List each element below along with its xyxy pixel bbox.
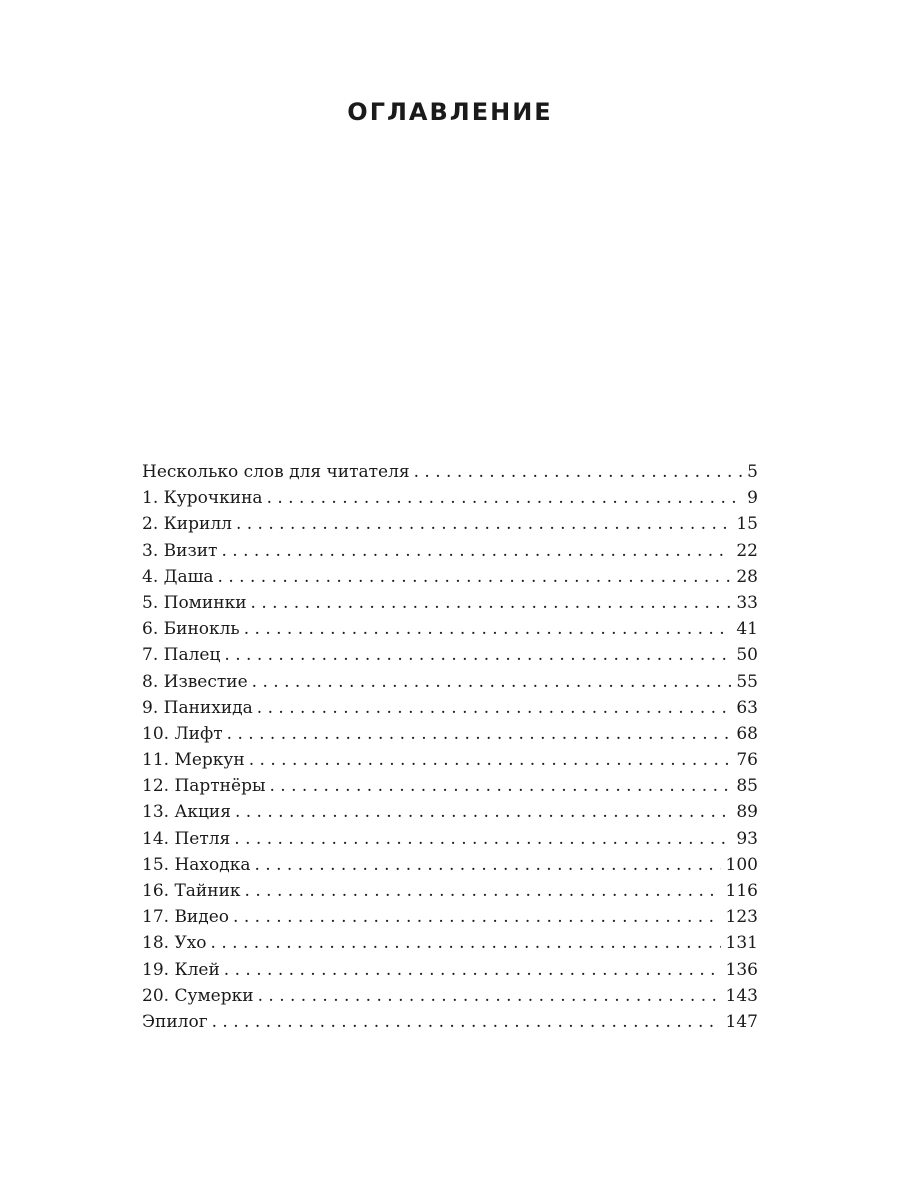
toc-entry-title: 14. Петля: [142, 828, 231, 849]
toc-entry-page-number: 76: [736, 750, 758, 771]
toc-entry: [142, 957, 758, 983]
toc-entry-page-number: 136: [725, 959, 758, 980]
toc-entry-title: 7. Палец: [142, 645, 221, 666]
dot-leader: [414, 459, 743, 485]
toc-entry-page-number: 131: [725, 933, 758, 954]
toc-entry-title: 6. Бинокль: [142, 619, 240, 640]
dot-leader: [254, 852, 720, 878]
dot-leader: [252, 669, 732, 695]
toc-entry: [142, 459, 758, 485]
dot-leader: [227, 721, 732, 747]
dot-leader: [251, 590, 732, 616]
dot-leader: [257, 695, 732, 721]
toc-entry-title: 13. Акция: [142, 802, 231, 823]
dot-leader: [235, 799, 731, 825]
toc-entry-title: 16. Тайник: [142, 881, 241, 901]
toc-entry: [142, 930, 758, 956]
toc-entry-title: 18. Ухо: [142, 933, 207, 954]
toc-entry-page-number: 28: [736, 566, 758, 587]
toc-entry-page-number: 5: [747, 462, 758, 482]
toc-entry-title: 1. Курочкина: [142, 488, 263, 509]
dot-leader: [212, 1009, 721, 1035]
toc-entry-title: 19. Клей: [142, 959, 220, 980]
dot-leader: [244, 616, 732, 642]
toc-entry: [142, 642, 758, 668]
toc-entry-page-number: 89: [736, 802, 758, 823]
toc-entry-page-number: 123: [725, 907, 758, 928]
toc-entry-title: 20. Сумерки: [142, 985, 254, 1006]
toc-entry: [142, 826, 758, 852]
toc-entry: [142, 669, 758, 695]
dot-leader: [267, 485, 743, 511]
toc-entry: [142, 747, 758, 773]
toc-entry-title: 2. Кирилл: [142, 514, 232, 535]
toc-entry-page-number: 63: [736, 697, 758, 718]
dot-leader: [224, 957, 721, 983]
toc-entry: [142, 799, 758, 825]
toc-entry-page-number: 50: [736, 645, 758, 666]
toc-entry-title: 8. Известие: [142, 671, 248, 692]
toc-entry: [142, 485, 758, 511]
toc-entry-page-number: 41: [736, 619, 758, 640]
dot-leader: [224, 642, 731, 668]
toc-entry-page-number: 22: [736, 540, 758, 561]
toc-entry: [142, 1009, 758, 1035]
toc-entry: [142, 878, 758, 904]
dot-leader: [221, 538, 731, 564]
toc-entry: [142, 773, 758, 799]
table-of-contents: [142, 459, 758, 1035]
toc-entry: [142, 721, 758, 747]
toc-entry: [142, 564, 758, 590]
toc-entry-title: 11. Меркун: [142, 750, 245, 771]
dot-leader: [258, 983, 721, 1009]
dot-leader: [245, 878, 721, 904]
toc-entry-title: Эпилог: [142, 1011, 208, 1032]
toc-entry: [142, 616, 758, 642]
toc-entry-page-number: 116: [725, 881, 758, 901]
toc-entry-page-number: 143: [725, 985, 758, 1006]
toc-entry-page-number: 33: [736, 592, 758, 613]
toc-entry: [142, 538, 758, 564]
toc-entry-title: Несколько слов для читателя: [142, 462, 410, 482]
dot-leader: [249, 747, 732, 773]
toc-entry-page-number: 93: [736, 828, 758, 849]
toc-entry-page-number: 147: [725, 1011, 758, 1032]
toc-entry-page-number: 15: [736, 514, 758, 535]
toc-entry: [142, 983, 758, 1009]
toc-entry-title: 10. Лифт: [142, 723, 223, 744]
toc-entry: [142, 695, 758, 721]
dot-leader: [218, 564, 732, 590]
page-title: ОГЛАВЛЕНИЕ: [347, 98, 553, 126]
dot-leader: [233, 904, 721, 930]
toc-entry-page-number: 85: [736, 776, 758, 797]
toc-entry: [142, 511, 758, 537]
toc-entry-title: 17. Видео: [142, 907, 230, 928]
toc-entry-title: 12. Партнёры: [142, 776, 266, 797]
toc-entry-title: 4. Даша: [142, 566, 214, 587]
toc-entry: [142, 852, 758, 878]
dot-leader: [211, 930, 721, 956]
toc-entry-title: 9. Панихида: [142, 697, 253, 718]
toc-entry-page-number: 9: [747, 488, 758, 509]
toc-entry: [142, 904, 758, 930]
toc-entry: [142, 590, 758, 616]
toc-entry-page-number: 68: [736, 723, 758, 744]
toc-entry-page-number: 55: [736, 671, 758, 692]
dot-leader: [234, 826, 731, 852]
toc-entry-title: 3. Визит: [142, 540, 218, 561]
toc-entry-title: 5. Поминки: [142, 592, 247, 613]
dot-leader: [270, 773, 732, 799]
toc-entry-title: 15. Находка: [142, 854, 251, 875]
dot-leader: [236, 511, 731, 537]
toc-entry-page-number: 100: [725, 854, 758, 875]
